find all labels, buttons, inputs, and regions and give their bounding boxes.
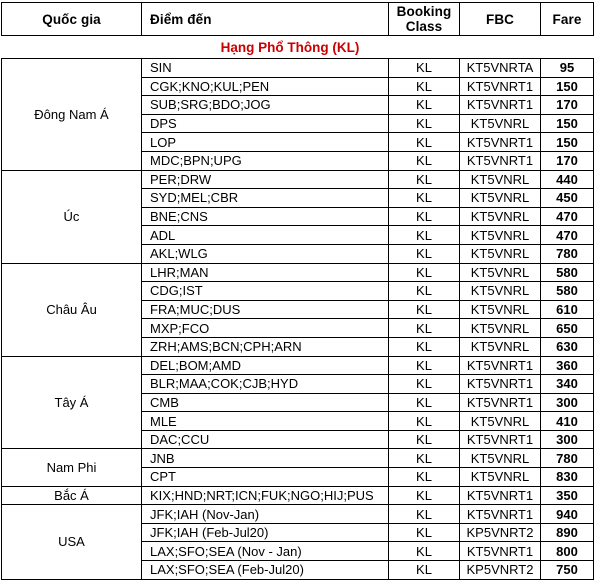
cell-booking-class: KL (389, 319, 460, 338)
cell-destination: DPS (142, 114, 389, 133)
cell-destination: FRA;MUC;DUS (142, 300, 389, 319)
cell-fare: 890 (541, 523, 594, 542)
table-row (2, 449, 594, 468)
table-row (2, 356, 594, 375)
cell-fare: 170 (541, 96, 594, 115)
cell-booking-class: KL (389, 300, 460, 319)
column-header-country: Quốc gia (2, 3, 142, 36)
cell-fbc: KT5VNRL (460, 282, 541, 301)
fare-table-body (1, 58, 594, 580)
cell-fare: 170 (541, 151, 594, 170)
cell-fbc: KT5VNRT1 (460, 133, 541, 152)
cell-booking-class: KL (389, 96, 460, 115)
cell-booking-class: KL (389, 59, 460, 78)
cell-destination: CGK;KNO;KUL;PEN (142, 77, 389, 96)
cell-destination: JNB (142, 449, 389, 468)
cell-destination: LHR;MAN (142, 263, 389, 282)
cell-destination: CDG;IST (142, 282, 389, 301)
cell-fare: 410 (541, 412, 594, 431)
cell-booking-class: KL (389, 356, 460, 375)
cell-fare: 470 (541, 226, 594, 245)
cell-booking-class: KL (389, 133, 460, 152)
cell-booking-class: KL (389, 282, 460, 301)
cell-fbc: KT5VNRL (460, 468, 541, 487)
cell-destination: ZRH;AMS;BCN;CPH;ARN (142, 337, 389, 356)
cell-fare: 780 (541, 244, 594, 263)
cell-booking-class: KL (389, 375, 460, 394)
cell-booking-class: KL (389, 430, 460, 449)
cell-country: Đông Nam Á (2, 59, 142, 171)
cell-booking-class: KL (389, 393, 460, 412)
cell-fare: 610 (541, 300, 594, 319)
column-header-fbc: FBC (460, 3, 541, 36)
cell-destination: SIN (142, 59, 389, 78)
cell-fare: 150 (541, 114, 594, 133)
booking-class-line2: Class (405, 19, 443, 34)
cell-booking-class: KL (389, 244, 460, 263)
cell-fbc: KT5VNRL (460, 244, 541, 263)
cell-country: USA (2, 505, 142, 579)
cell-booking-class: KL (389, 412, 460, 431)
cell-destination: AKL;WLG (142, 244, 389, 263)
cell-destination: LAX;SFO;SEA (Feb-Jul20) (142, 561, 389, 580)
cell-fbc: KT5VNRL (460, 319, 541, 338)
cell-booking-class: KL (389, 523, 460, 542)
column-header-fare: Fare (541, 3, 594, 36)
cell-booking-class: KL (389, 542, 460, 561)
cell-fbc: KT5VNRL (460, 226, 541, 245)
cell-fbc: KT5VNRT1 (460, 96, 541, 115)
cell-fbc: KT5VNRT1 (460, 542, 541, 561)
cell-booking-class: KL (389, 226, 460, 245)
cell-destination: LAX;SFO;SEA (Nov - Jan) (142, 542, 389, 561)
cell-fare: 800 (541, 542, 594, 561)
cell-fbc: KT5VNRL (460, 412, 541, 431)
cell-booking-class: KL (389, 170, 460, 189)
cell-country: Châu Âu (2, 263, 142, 356)
cell-country: Bắc Á (2, 486, 142, 505)
cell-fare: 830 (541, 468, 594, 487)
cell-destination: PER;DRW (142, 170, 389, 189)
cell-fbc: KT5VNRTA (460, 59, 541, 78)
cell-destination: CPT (142, 468, 389, 487)
booking-class-line1: Booking (396, 4, 452, 19)
cell-booking-class: KL (389, 468, 460, 487)
cell-destination: BNE;CNS (142, 207, 389, 226)
cell-fbc: KT5VNRT1 (460, 393, 541, 412)
cell-country: Úc (2, 170, 142, 263)
cell-destination: BLR;MAA;COK;CJB;HYD (142, 375, 389, 394)
cell-booking-class: KL (389, 77, 460, 96)
cell-booking-class: KL (389, 505, 460, 524)
cell-booking-class: KL (389, 151, 460, 170)
table-row (2, 59, 594, 78)
column-header-destination: Điểm đến (142, 3, 389, 36)
table-row (2, 263, 594, 282)
cell-fare: 150 (541, 133, 594, 152)
cell-destination: DEL;BOM;AMD (142, 356, 389, 375)
cell-fare: 630 (541, 337, 594, 356)
fare-table-header (1, 2, 594, 36)
cell-destination: JFK;IAH (Feb-Jul20) (142, 523, 389, 542)
cell-destination: JFK;IAH (Nov-Jan) (142, 505, 389, 524)
cell-fbc: KT5VNRL (460, 170, 541, 189)
cell-fare: 360 (541, 356, 594, 375)
cell-fare: 300 (541, 430, 594, 449)
cell-country: Tây Á (2, 356, 142, 449)
cell-destination: DAC;CCU (142, 430, 389, 449)
cell-fare: 470 (541, 207, 594, 226)
cell-fbc: KT5VNRL (460, 449, 541, 468)
cell-fare: 750 (541, 561, 594, 580)
cell-fbc: KP5VNRT2 (460, 561, 541, 580)
cell-booking-class: KL (389, 486, 460, 505)
cell-fare: 340 (541, 375, 594, 394)
cell-fbc: KT5VNRL (460, 300, 541, 319)
column-header-booking-class (389, 3, 460, 36)
cell-fbc: KT5VNRT1 (460, 486, 541, 505)
cell-fare: 150 (541, 77, 594, 96)
cell-booking-class: KL (389, 449, 460, 468)
cell-country: Nam Phi (2, 449, 142, 486)
table-row (2, 170, 594, 189)
table-row (2, 505, 594, 524)
cell-fare: 650 (541, 319, 594, 338)
cell-destination: ADL (142, 226, 389, 245)
cell-booking-class: KL (389, 263, 460, 282)
cell-fbc: KT5VNRL (460, 207, 541, 226)
cell-fbc: KT5VNRL (460, 263, 541, 282)
cell-fare: 440 (541, 170, 594, 189)
table-row (2, 486, 594, 505)
cell-fbc: KT5VNRT1 (460, 151, 541, 170)
cell-fare: 450 (541, 189, 594, 208)
cell-fbc: KT5VNRT1 (460, 356, 541, 375)
cell-booking-class: KL (389, 207, 460, 226)
cell-fbc: KT5VNRL (460, 337, 541, 356)
section-title: Hạng Phổ Thông (KL) (0, 39, 580, 56)
cell-fare: 95 (541, 59, 594, 78)
cell-fare: 300 (541, 393, 594, 412)
cell-fbc: KP5VNRT2 (460, 523, 541, 542)
cell-destination: MDC;BPN;UPG (142, 151, 389, 170)
cell-fare: 580 (541, 263, 594, 282)
cell-destination: CMB (142, 393, 389, 412)
cell-destination: MXP;FCO (142, 319, 389, 338)
cell-destination: SUB;SRG;BDO;JOG (142, 96, 389, 115)
cell-fare: 940 (541, 505, 594, 524)
cell-fare: 350 (541, 486, 594, 505)
cell-destination: LOP (142, 133, 389, 152)
cell-fbc: KT5VNRT1 (460, 77, 541, 96)
cell-destination: SYD;MEL;CBR (142, 189, 389, 208)
cell-booking-class: KL (389, 561, 460, 580)
cell-fbc: KT5VNRT1 (460, 430, 541, 449)
cell-fare: 580 (541, 282, 594, 301)
cell-booking-class: KL (389, 189, 460, 208)
cell-destination: MLE (142, 412, 389, 431)
cell-fbc: KT5VNRL (460, 114, 541, 133)
cell-fbc: KT5VNRT1 (460, 505, 541, 524)
cell-destination: KIX;HND;NRT;ICN;FUK;NGO;HIJ;PUS (142, 486, 389, 505)
cell-fare: 780 (541, 449, 594, 468)
cell-fbc: KT5VNRL (460, 189, 541, 208)
cell-fbc: KT5VNRT1 (460, 375, 541, 394)
header-row (2, 3, 594, 36)
cell-booking-class: KL (389, 337, 460, 356)
cell-booking-class: KL (389, 114, 460, 133)
